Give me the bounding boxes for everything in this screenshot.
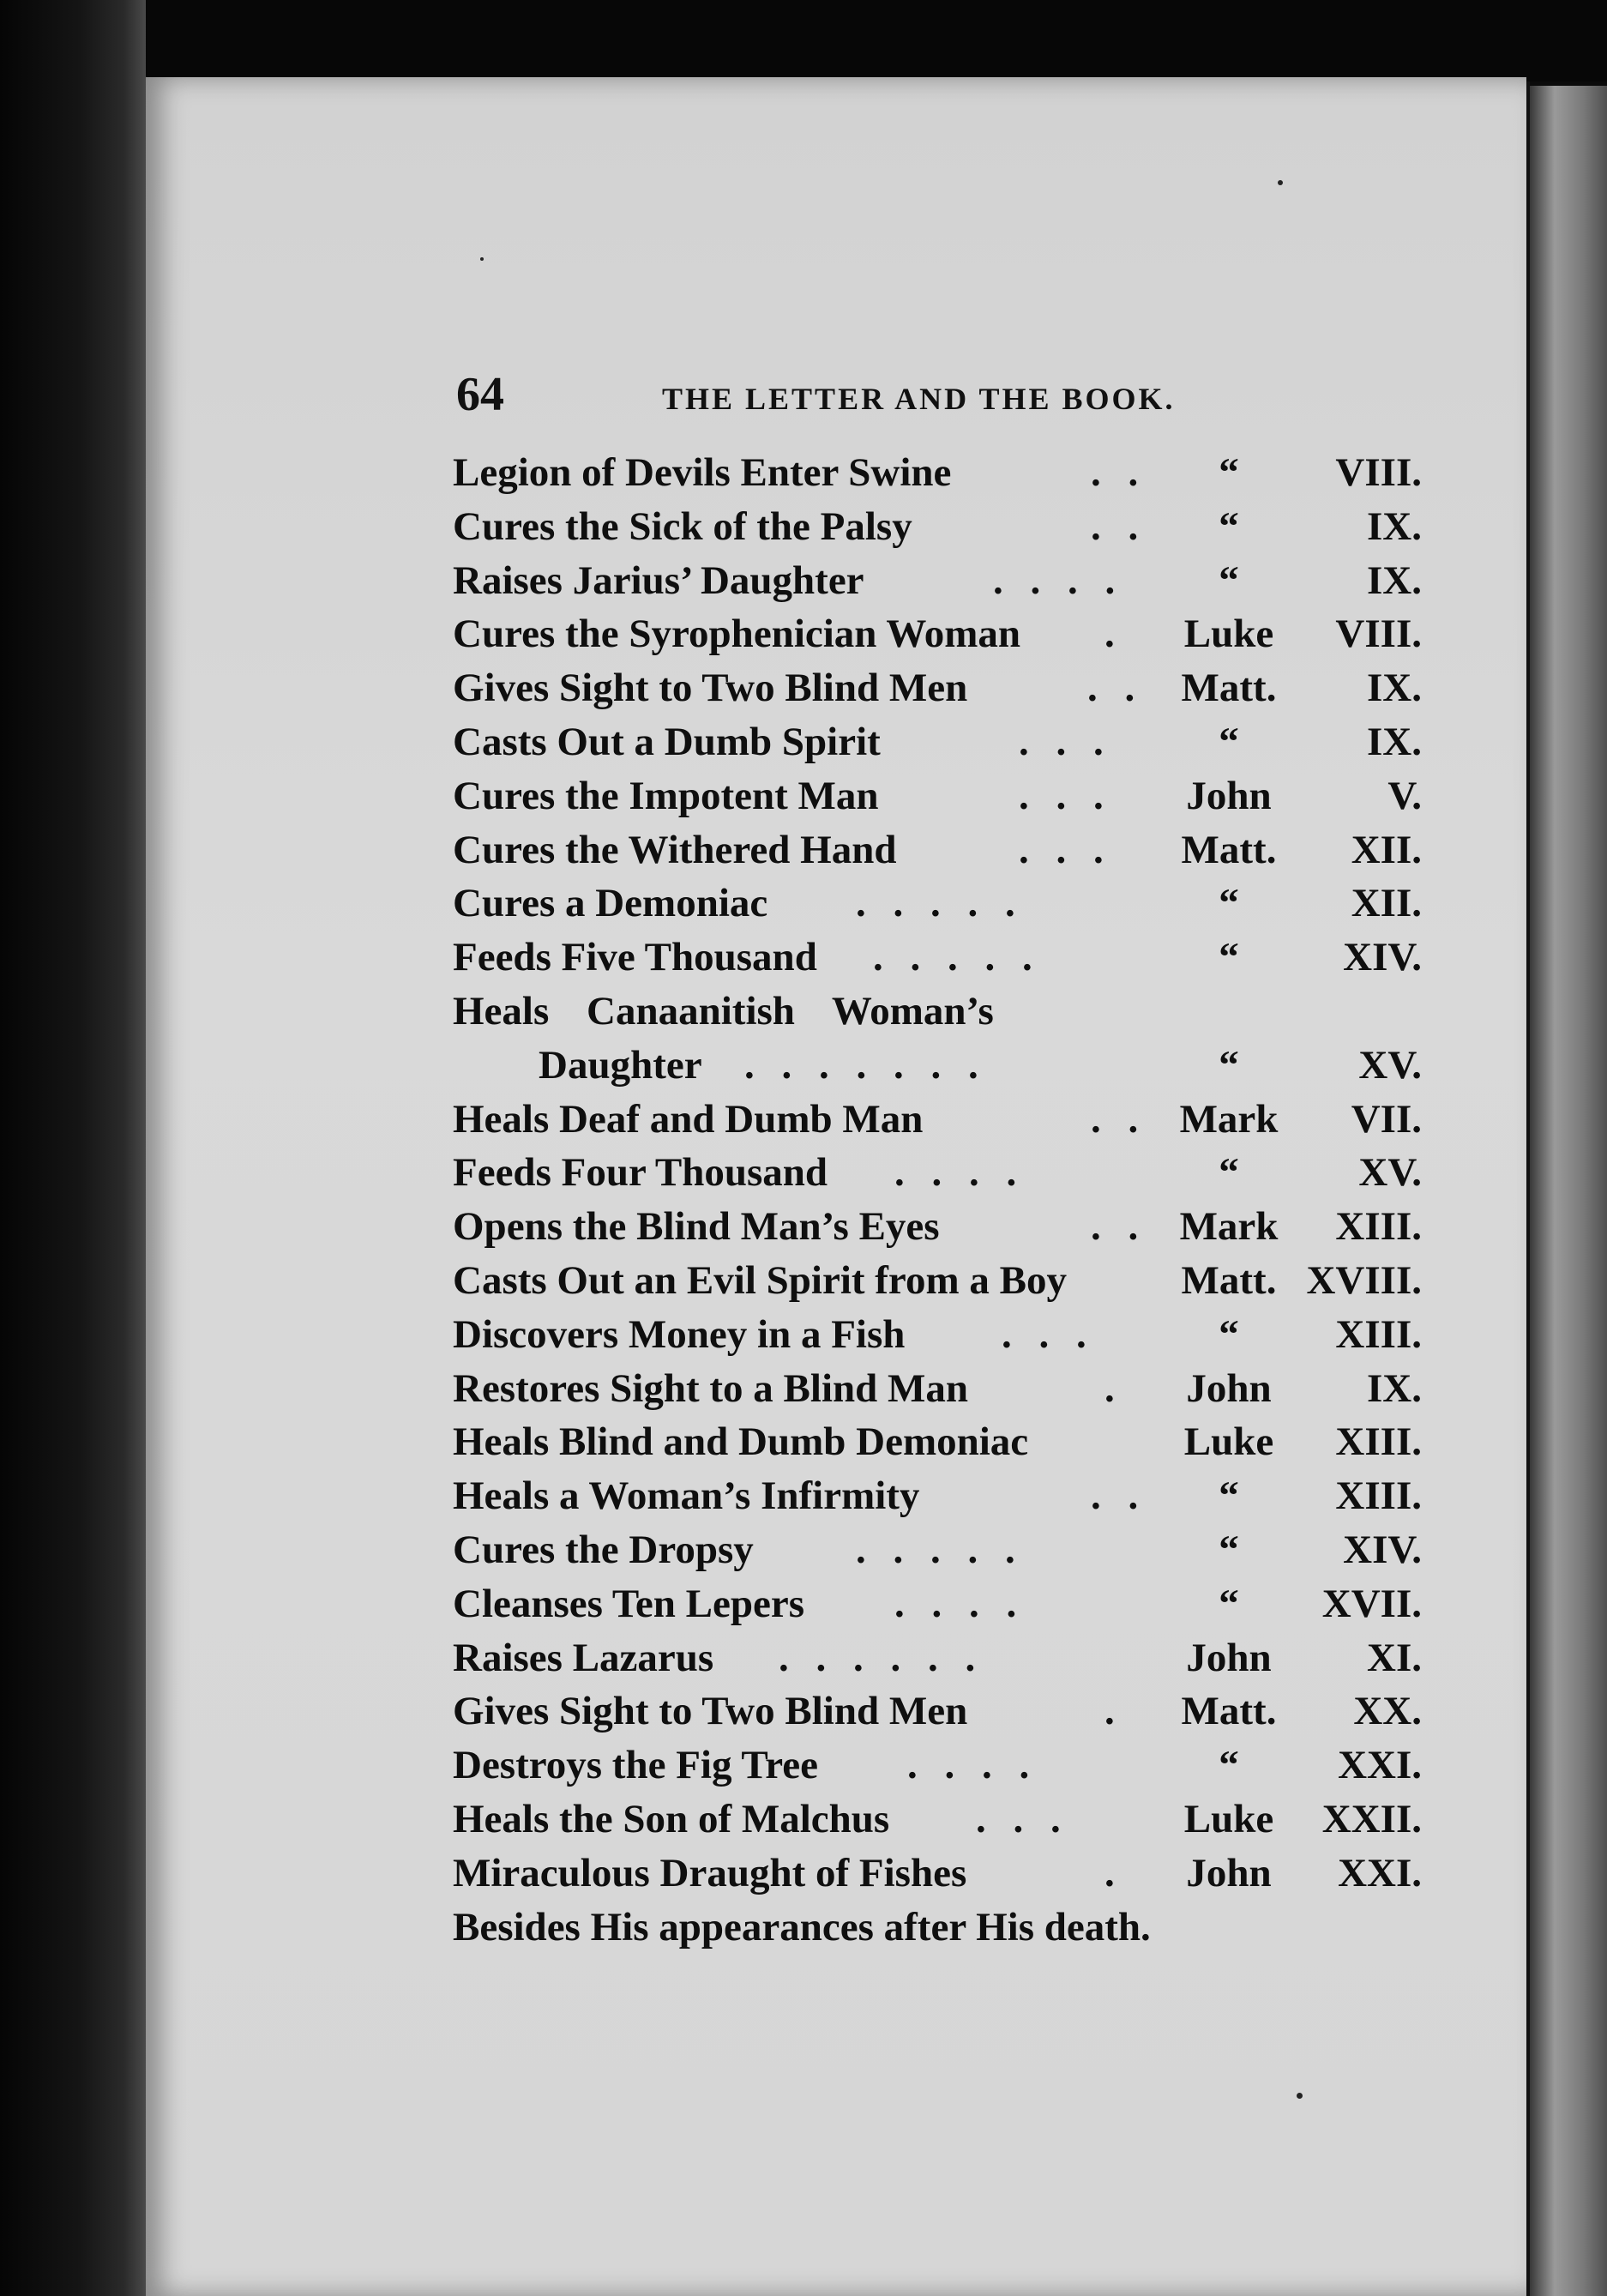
leader-dots: . . xyxy=(1091,1096,1147,1142)
chapter-reference: XIII. xyxy=(1335,1204,1422,1250)
chapter-reference: XXII. xyxy=(1321,1796,1422,1841)
leader-dots: . . . . xyxy=(894,1581,1026,1626)
gospel-reference: “ xyxy=(1219,1473,1239,1519)
page-header xyxy=(456,365,1417,425)
gospel-reference: Matt. xyxy=(1181,1689,1277,1734)
leader-dots: . . . xyxy=(1019,827,1112,872)
miracle-title: Destroys the Fig Tree xyxy=(453,1743,818,1788)
miracle-title: Opens the Blind Man’s Eyes xyxy=(453,1204,940,1250)
miracle-title: Feeds Four Thousand xyxy=(453,1150,828,1196)
gospel-reference: John xyxy=(1186,1635,1272,1680)
page-right-edge xyxy=(1526,86,1607,2296)
list-item xyxy=(453,823,1422,877)
leader-dots: . . xyxy=(1091,1204,1147,1250)
list-item xyxy=(453,500,1422,554)
page-number: 64 xyxy=(456,368,504,421)
list-item xyxy=(453,1200,1422,1254)
miracle-title: Casts Out a Dumb Spirit xyxy=(453,719,881,764)
gospel-reference: “ xyxy=(1219,1311,1239,1357)
chapter-reference: IX. xyxy=(1367,557,1422,603)
gospel-reference: “ xyxy=(1219,503,1239,549)
miracle-title: Gives Sight to Two Blind Men xyxy=(453,666,968,711)
chapter-reference: XII. xyxy=(1351,827,1422,872)
leader-dots: . . . xyxy=(1002,1311,1095,1357)
gospel-reference: Luke xyxy=(1183,612,1274,657)
chapter-reference: XXI. xyxy=(1338,1850,1422,1895)
chapter-reference: XII. xyxy=(1351,881,1422,926)
chapter-reference: XXI. xyxy=(1338,1743,1422,1788)
list-item xyxy=(453,715,1422,769)
leader-dots: . . . . . xyxy=(856,1527,1024,1572)
list-item xyxy=(453,554,1422,608)
gospel-reference: Luke xyxy=(1183,1419,1274,1465)
leader-dots: . . . . xyxy=(907,1743,1038,1788)
gospel-reference: “ xyxy=(1219,1743,1239,1788)
miracle-title: Heals a Woman’s Infirmity xyxy=(453,1473,920,1519)
gospel-reference: “ xyxy=(1219,557,1239,603)
miracle-title: Heals Deaf and Dumb Man xyxy=(453,1096,924,1142)
list-item xyxy=(453,1847,1422,1901)
miracle-title: Cures the Dropsy xyxy=(453,1527,754,1572)
leader-dots: . . xyxy=(1091,1473,1147,1519)
leader-dots: . . . . . xyxy=(873,935,1041,980)
gospel-reference: John xyxy=(1186,1850,1272,1895)
chapter-reference: IX. xyxy=(1367,1365,1422,1411)
chapter-reference: XIV. xyxy=(1343,935,1422,980)
list-item xyxy=(453,1739,1422,1793)
scan-top-border xyxy=(0,0,1607,81)
running-head: THE LETTER AND THE BOOK. xyxy=(662,382,1176,416)
leader-dots: . xyxy=(1104,1689,1123,1734)
list-item xyxy=(453,877,1422,931)
list-item xyxy=(453,769,1422,823)
chapter-reference: XIII. xyxy=(1335,1311,1422,1357)
chapter-reference: XIII. xyxy=(1335,1473,1422,1519)
scan-speck xyxy=(1297,2093,1303,2099)
list-item xyxy=(453,661,1422,715)
leader-dots: . . . xyxy=(1019,719,1112,764)
gospel-reference: Matt. xyxy=(1181,666,1277,711)
list-item xyxy=(453,1631,1422,1685)
gospel-reference: “ xyxy=(1219,935,1239,980)
gospel-reference: Matt. xyxy=(1181,827,1277,872)
list-item xyxy=(453,1308,1422,1362)
gospel-reference: “ xyxy=(1219,881,1239,926)
leader-dots: . . xyxy=(1087,666,1144,711)
list-item xyxy=(453,1146,1422,1200)
scan-speck xyxy=(480,257,484,261)
chapter-reference: XX. xyxy=(1353,1689,1422,1734)
miracle-title: Feeds Five Thousand xyxy=(453,935,817,980)
leader-dots: . . . . xyxy=(993,557,1124,603)
leader-dots: . . . . xyxy=(894,1150,1026,1196)
miracle-title: Heals the Son of Malchus xyxy=(453,1796,890,1841)
gospel-reference: John xyxy=(1186,1365,1272,1411)
leader-dots: . . xyxy=(1091,503,1147,549)
miracle-title: Cures the Sick of the Palsy xyxy=(453,503,912,549)
leader-dots: . xyxy=(1104,1365,1123,1411)
leader-dots: . . xyxy=(1091,450,1147,495)
chapter-reference: XV. xyxy=(1358,1042,1422,1088)
chapter-reference: IX. xyxy=(1367,719,1422,764)
chapter-reference: V. xyxy=(1387,773,1422,818)
gospel-reference: Mark xyxy=(1179,1204,1279,1250)
leader-dots: . . . . . . xyxy=(779,1635,984,1680)
miracle-title: Cures the Withered Hand xyxy=(453,827,897,872)
list-item xyxy=(453,607,1422,661)
gospel-reference: “ xyxy=(1219,1527,1239,1572)
leader-dots: . . . . . xyxy=(856,881,1024,926)
miracle-title: Miraculous Draught of Fishes xyxy=(453,1850,967,1895)
miracle-title: Raises Jarius’ Daughter xyxy=(453,557,864,603)
closing-line-row xyxy=(453,1901,1422,1955)
chapter-reference: IX. xyxy=(1367,503,1422,549)
list-item xyxy=(453,1577,1422,1631)
list-item xyxy=(453,931,1422,985)
chapter-reference: VIII. xyxy=(1335,450,1422,495)
gospel-reference: “ xyxy=(1219,1042,1239,1088)
list-item xyxy=(453,1684,1422,1739)
gospel-reference: “ xyxy=(1219,450,1239,495)
list-item xyxy=(453,1469,1422,1523)
list-item xyxy=(453,1415,1422,1469)
gospel-reference: “ xyxy=(1219,719,1239,764)
list-item xyxy=(453,1523,1422,1577)
chapter-reference: IX. xyxy=(1367,666,1422,711)
chapter-reference: XIII. xyxy=(1335,1419,1422,1465)
chapter-reference: XVII. xyxy=(1321,1581,1422,1626)
list-item xyxy=(453,1093,1422,1147)
miracle-title: Gives Sight to Two Blind Men xyxy=(453,1689,968,1734)
chapter-reference: XIV. xyxy=(1343,1527,1422,1572)
leader-dots: . xyxy=(1104,1850,1123,1895)
gospel-reference: Mark xyxy=(1179,1096,1279,1142)
chapter-reference: VIII. xyxy=(1335,612,1422,657)
gospel-reference: John xyxy=(1186,773,1272,818)
miracle-title: Heals Canaanitish Woman’s xyxy=(453,988,994,1034)
gospel-reference: “ xyxy=(1219,1150,1239,1196)
miracle-title: Legion of Devils Enter Swine xyxy=(453,450,952,495)
miracle-title: Cures the Syrophenician Woman xyxy=(453,612,1021,657)
gospel-reference: “ xyxy=(1219,1581,1239,1626)
chapter-reference: XV. xyxy=(1358,1150,1422,1196)
list-item xyxy=(453,1793,1422,1847)
miracle-title: Cures the Impotent Man xyxy=(453,773,879,818)
miracles-list xyxy=(453,446,1422,1954)
miracle-title: Heals Blind and Dumb Demoniac xyxy=(453,1419,1029,1465)
leader-dots: . . . xyxy=(1019,773,1112,818)
scan-speck xyxy=(1278,180,1283,185)
leader-dots: . xyxy=(1104,612,1123,657)
closing-line: Besides His appearances after His death. xyxy=(453,1904,1151,1949)
miracle-title: Cleanses Ten Lepers xyxy=(453,1581,804,1626)
miracle-title: Restores Sight to a Blind Man xyxy=(453,1365,969,1411)
gospel-reference: Matt. xyxy=(1181,1257,1277,1303)
list-item xyxy=(453,985,1422,1039)
list-item xyxy=(453,446,1422,500)
scan-left-border xyxy=(0,0,146,2296)
chapter-reference: XI. xyxy=(1367,1635,1422,1680)
miracle-title: Casts Out an Evil Spirit from a Boy xyxy=(453,1257,1067,1303)
leader-dots: . . . xyxy=(976,1796,1069,1841)
miracle-title: Discovers Money in a Fish xyxy=(453,1311,906,1357)
miracle-title: Cures a Demoniac xyxy=(453,881,768,926)
chapter-reference: VII. xyxy=(1351,1096,1422,1142)
miracle-title: Raises Lazarus xyxy=(453,1635,714,1680)
gospel-reference: Luke xyxy=(1183,1796,1274,1841)
leader-dots: . . . . . . . xyxy=(744,1042,987,1088)
chapter-reference: XVIII. xyxy=(1306,1257,1422,1303)
miracle-title: Daughter xyxy=(539,1042,702,1088)
list-item xyxy=(453,1039,1422,1093)
list-item xyxy=(453,1254,1422,1308)
list-item xyxy=(453,1362,1422,1416)
